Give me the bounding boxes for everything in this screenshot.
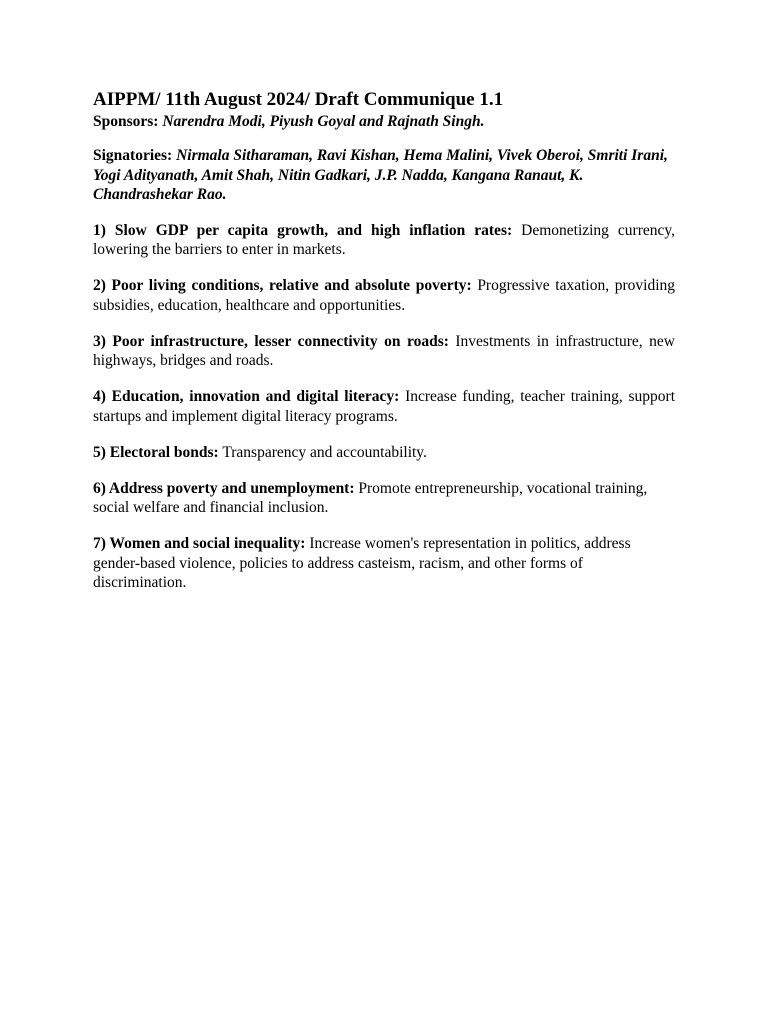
communique-item-4 <box>93 387 675 426</box>
item-text: Promote entrepreneurship, vocational training, social welfare and financial inclusion. <box>93 479 648 516</box>
item-heading: 5) Electoral bonds: <box>93 443 219 461</box>
sponsors-line <box>93 112 675 132</box>
item-heading: 1) Slow GDP per capita growth, and high inflation rates: <box>93 221 513 239</box>
item-heading: 6) Address poverty and unemployment: <box>93 479 355 497</box>
communique-item-7 <box>93 534 675 593</box>
item-text: Transparency and accountability. <box>222 443 427 461</box>
item-text: Progressive taxation, providing subsidies, education, healthcare and opportunities. <box>93 277 676 314</box>
communique-item-2 <box>93 276 675 315</box>
sponsors-names: Narendra Modi, Piyush Goyal and Rajnath Singh. <box>162 113 485 130</box>
item-heading: 4) Education, innovation and digital literacy: <box>93 388 400 405</box>
document-page <box>93 88 675 609</box>
signatories-names: Nirmala Sitharaman, Ravi Kishan, Hema Malini, Vivek Oberoi, Smriti Irani, Yogi Adityanath, Amit Shah, Nitin Gadkari, J.P. Nadda, Kangana Ranaut, K. Chandrashekar Rao. <box>93 147 668 203</box>
sponsors-label: Sponsors: <box>93 113 159 130</box>
item-text: Demonetizing currency, lowering the barriers to enter in markets. <box>93 221 675 258</box>
item-text: Investments in infrastructure, new highways, bridges and roads. <box>93 332 675 369</box>
communique-item-5 <box>93 443 675 463</box>
item-text: Increase women's representation in politics, address gender-based violence, policies to address casteism, racism, and other forms of discrimination. <box>93 535 631 591</box>
item-heading: 3) Poor infrastructure, lesser connectivity on roads: <box>93 332 449 350</box>
document-title: AIPPM/ 11th August 2024/ Draft Communique 1.1 <box>93 89 504 110</box>
item-text: Increase funding, teacher training, support startups and implement digital literacy programs. <box>93 388 675 425</box>
signatories-block <box>93 146 675 205</box>
item-heading: 7) Women and social inequality: <box>93 535 306 552</box>
communique-item-1 <box>93 221 675 260</box>
communique-item-6 <box>93 479 675 518</box>
communique-item-3 <box>93 332 675 371</box>
signatories-label: Signatories: <box>93 147 173 164</box>
item-heading: 2) Poor living conditions, relative and absolute poverty: <box>93 277 472 294</box>
